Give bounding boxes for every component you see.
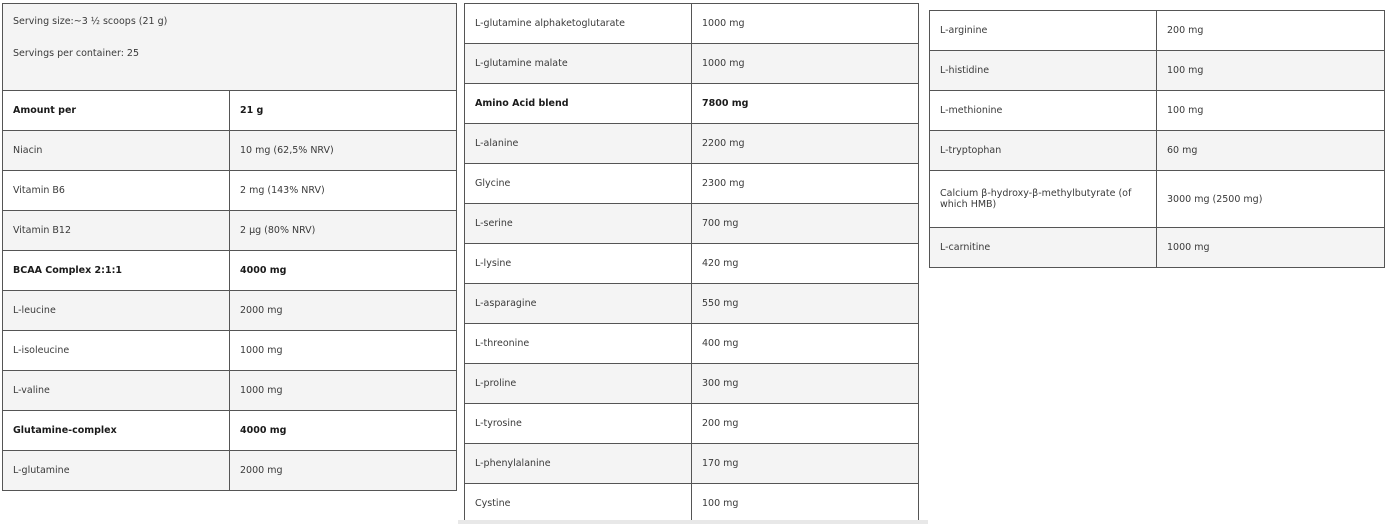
table-row bbox=[465, 324, 919, 364]
nutrient-name: L-serine bbox=[465, 204, 692, 244]
table-row bbox=[465, 444, 919, 484]
nutrient-name: L-arginine bbox=[930, 11, 1157, 51]
table-row bbox=[465, 204, 919, 244]
table-row bbox=[465, 484, 919, 524]
table-row bbox=[3, 131, 457, 171]
nutrient-amount: 400 mg bbox=[692, 324, 919, 364]
serving-info bbox=[3, 4, 457, 91]
serving-size: Serving size:~3 ½ scoops (21 g) bbox=[13, 16, 168, 27]
table-row bbox=[465, 244, 919, 284]
nutrient-amount: 420 mg bbox=[692, 244, 919, 284]
nutrient-amount: 2000 mg bbox=[230, 451, 457, 491]
nutrient-name: L-tryptophan bbox=[930, 131, 1157, 171]
table-row bbox=[3, 331, 457, 371]
table-row bbox=[3, 251, 457, 291]
table-bottom-edge bbox=[458, 520, 928, 524]
nutrient-amount: 7800 mg bbox=[692, 84, 919, 124]
nutrient-name: L-alanine bbox=[465, 124, 692, 164]
nutrient-name: L-proline bbox=[465, 364, 692, 404]
nutrient-amount: 1000 mg bbox=[692, 44, 919, 84]
nutrient-amount: 200 mg bbox=[1157, 11, 1385, 51]
table-row bbox=[465, 284, 919, 324]
nutrition-table-1 bbox=[2, 3, 457, 491]
nutrient-name: L-histidine bbox=[930, 51, 1157, 91]
table-row bbox=[930, 51, 1385, 91]
nutrient-name: BCAA Complex 2:1:1 bbox=[3, 251, 230, 291]
table-row bbox=[465, 44, 919, 84]
nutrient-amount: 2 mg (143% NRV) bbox=[230, 171, 457, 211]
table-row bbox=[930, 11, 1385, 51]
nutrient-name: Calcium β-hydroxy-β-methylbutyrate (of which HMB) bbox=[930, 171, 1157, 228]
nutrient-name: Amount per bbox=[3, 91, 230, 131]
nutrient-name: L-valine bbox=[3, 371, 230, 411]
nutrient-amount: 200 mg bbox=[692, 404, 919, 444]
nutrient-amount: 100 mg bbox=[1157, 91, 1385, 131]
nutrient-name: L-phenylalanine bbox=[465, 444, 692, 484]
nutrient-amount: 700 mg bbox=[692, 204, 919, 244]
table-row bbox=[465, 364, 919, 404]
nutrient-amount: 21 g bbox=[230, 91, 457, 131]
table-row bbox=[930, 131, 1385, 171]
table-row bbox=[3, 411, 457, 451]
nutrient-name: L-isoleucine bbox=[3, 331, 230, 371]
nutrient-amount: 100 mg bbox=[692, 484, 919, 524]
nutrient-name: Glutamine-complex bbox=[3, 411, 230, 451]
nutrient-amount: 170 mg bbox=[692, 444, 919, 484]
nutrient-name: L-threonine bbox=[465, 324, 692, 364]
nutrient-amount: 1000 mg bbox=[692, 4, 919, 44]
table-row bbox=[930, 171, 1385, 228]
table-row bbox=[465, 164, 919, 204]
table-row bbox=[3, 371, 457, 411]
table-row bbox=[465, 404, 919, 444]
nutrient-name: L-methionine bbox=[930, 91, 1157, 131]
nutrient-amount: 2000 mg bbox=[230, 291, 457, 331]
nutrient-amount: 3000 mg (2500 mg) bbox=[1157, 171, 1385, 228]
nutrient-name: Vitamin B6 bbox=[3, 171, 230, 211]
nutrient-amount: 550 mg bbox=[692, 284, 919, 324]
nutrient-name: Vitamin B12 bbox=[3, 211, 230, 251]
nutrient-amount: 1000 mg bbox=[230, 371, 457, 411]
nutrient-amount: 60 mg bbox=[1157, 131, 1385, 171]
servings-per-container: Servings per container: 25 bbox=[13, 48, 140, 59]
table-row bbox=[465, 4, 919, 44]
nutrient-amount: 300 mg bbox=[692, 364, 919, 404]
nutrient-amount: 100 mg bbox=[1157, 51, 1385, 91]
nutrient-name: L-glutamine alphaketoglutarate bbox=[465, 4, 692, 44]
nutrient-name: Niacin bbox=[3, 131, 230, 171]
nutrient-amount: 2 µg (80% NRV) bbox=[230, 211, 457, 251]
nutrient-name: L-glutamine bbox=[3, 451, 230, 491]
nutrient-name: Amino Acid blend bbox=[465, 84, 692, 124]
nutrient-amount: 4000 mg bbox=[230, 411, 457, 451]
table-row bbox=[3, 171, 457, 211]
nutrient-name: Glycine bbox=[465, 164, 692, 204]
nutrient-name: Cystine bbox=[465, 484, 692, 524]
nutrient-amount: 1000 mg bbox=[230, 331, 457, 371]
nutrient-name: L-tyrosine bbox=[465, 404, 692, 444]
nutrient-amount: 2200 mg bbox=[692, 124, 919, 164]
table-row bbox=[3, 91, 457, 131]
table-row bbox=[930, 228, 1385, 268]
nutrition-table-2 bbox=[464, 3, 919, 524]
nutrition-table-3 bbox=[929, 10, 1385, 268]
nutrient-name: L-leucine bbox=[3, 291, 230, 331]
nutrient-name: L-carnitine bbox=[930, 228, 1157, 268]
nutrient-amount: 10 mg (62,5% NRV) bbox=[230, 131, 457, 171]
table-row bbox=[3, 291, 457, 331]
nutrient-name: L-asparagine bbox=[465, 284, 692, 324]
nutrient-name: L-glutamine malate bbox=[465, 44, 692, 84]
nutrient-name: L-lysine bbox=[465, 244, 692, 284]
nutrient-amount: 4000 mg bbox=[230, 251, 457, 291]
table-row bbox=[3, 211, 457, 251]
nutrient-amount: 2300 mg bbox=[692, 164, 919, 204]
table-row bbox=[465, 84, 919, 124]
table-row bbox=[465, 124, 919, 164]
nutrient-amount: 1000 mg bbox=[1157, 228, 1385, 268]
table-row bbox=[930, 91, 1385, 131]
table-row bbox=[3, 451, 457, 491]
